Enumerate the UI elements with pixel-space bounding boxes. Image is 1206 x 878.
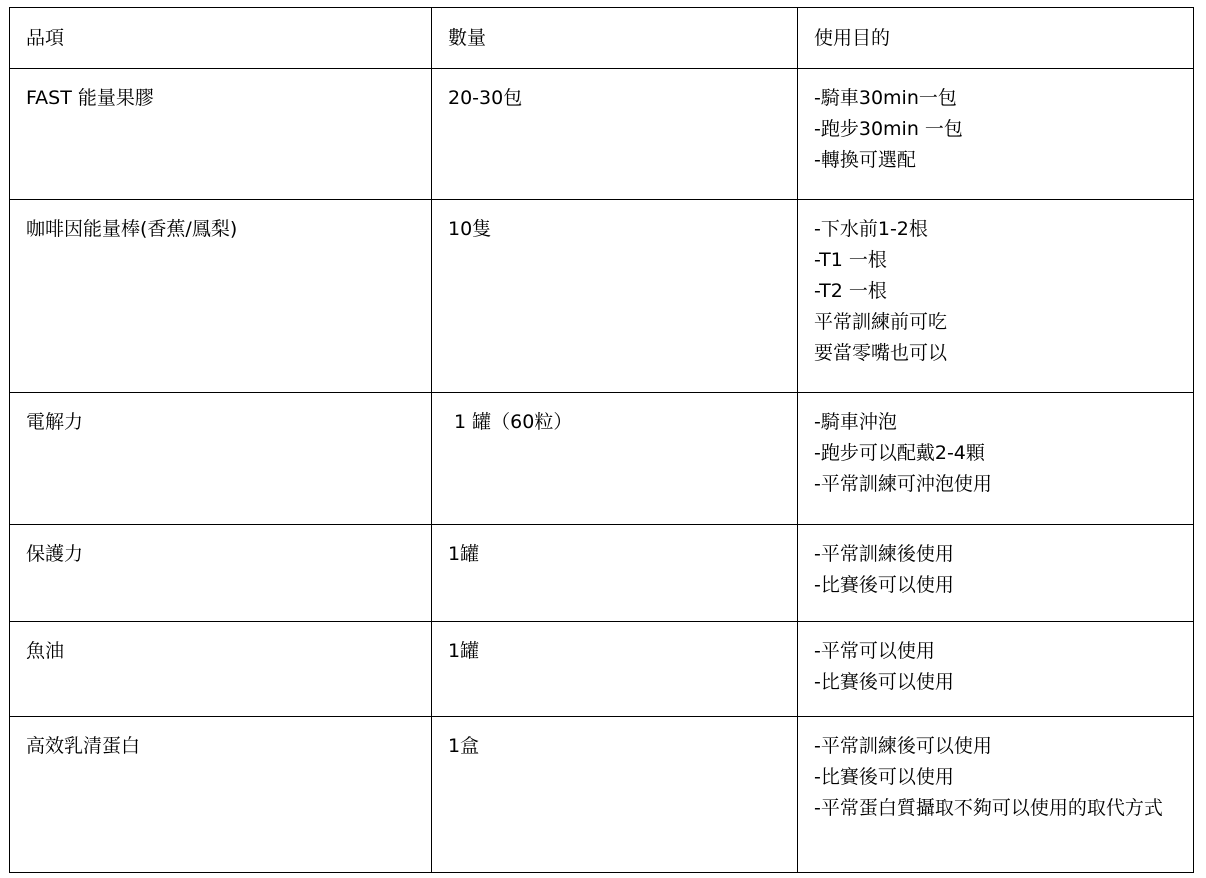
cell-quantity: 1 罐（60粒） [432,393,798,525]
purpose-line: -跑步30min 一包 [814,118,963,140]
purpose-line: -平常訓練後使用 [814,543,954,565]
purpose-line: -轉換可選配 [814,149,916,171]
purpose-line: -下水前1-2根 [814,218,928,240]
cell-purpose [798,622,1194,717]
purpose-line: -比賽後可以使用 [814,671,954,693]
cell-item: 魚油 [10,622,432,717]
table-row [10,393,1194,525]
purpose-line: -平常蛋白質攝取不夠可以使用的取代方式 [814,797,1163,819]
cell-purpose [798,717,1194,873]
purpose-line: -平常訓練後可以使用 [814,735,992,757]
purpose-line: -比賽後可以使用 [814,766,954,788]
cell-item: 高效乳清蛋白 [10,717,432,873]
purpose-line: -騎車30min一包 [814,87,957,109]
purpose-line: -T2 一根 [814,280,887,302]
header-purpose: 使用目的 [798,8,1194,69]
table-row [10,525,1194,622]
purpose-line: 平常訓練前可吃 [814,311,948,333]
cell-item: 咖啡因能量棒(香蕉/鳳梨) [10,200,432,393]
table-row [10,622,1194,717]
cell-purpose [798,525,1194,622]
cell-quantity: 1罐 [432,622,798,717]
cell-item: FAST 能量果膠 [10,69,432,200]
table-header-row [10,8,1194,69]
purpose-line: 要當零嘴也可以 [814,342,948,364]
table-row [10,200,1194,393]
cell-quantity: 1罐 [432,525,798,622]
cell-quantity: 1盒 [432,717,798,873]
cell-quantity: 10隻 [432,200,798,393]
purpose-line: -比賽後可以使用 [814,574,954,596]
cell-purpose [798,69,1194,200]
header-item: 品項 [10,8,432,69]
cell-item: 保護力 [10,525,432,622]
purpose-line: -T1 一根 [814,249,887,271]
cell-purpose [798,200,1194,393]
table-row [10,717,1194,873]
cell-quantity: 20-30包 [432,69,798,200]
purpose-line: -跑步可以配戴2-4顆 [814,442,985,464]
header-quantity: 數量 [432,8,798,69]
supplement-table [9,7,1194,873]
purpose-line: -騎車沖泡 [814,411,897,433]
purpose-line: -平常訓練可沖泡使用 [814,473,992,495]
cell-purpose [798,393,1194,525]
document [9,7,1193,873]
table-row [10,69,1194,200]
cell-item: 電解力 [10,393,432,525]
purpose-line: -平常可以使用 [814,640,935,662]
